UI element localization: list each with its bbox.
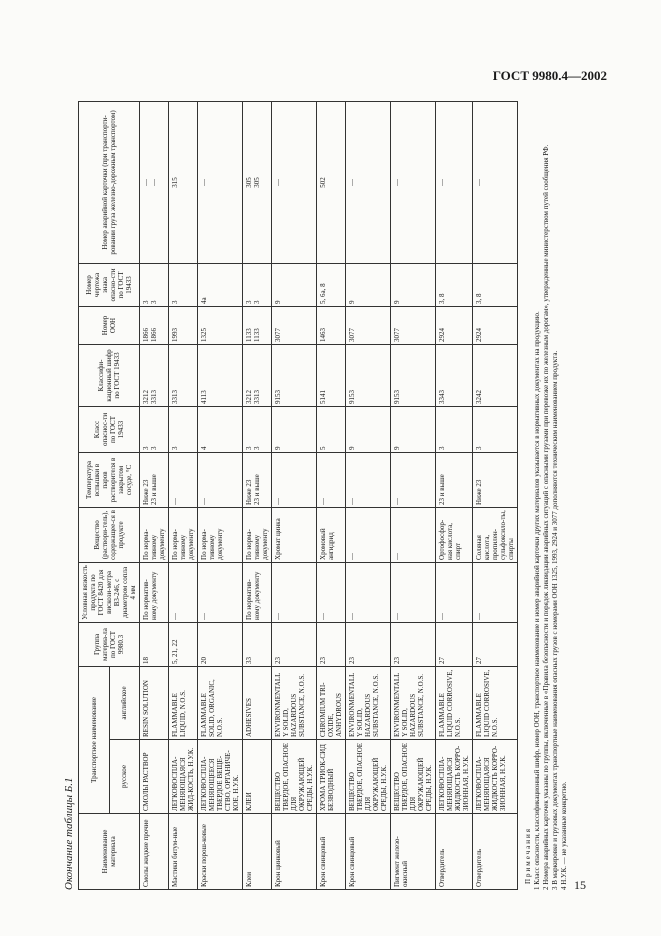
col-class-header: Класс опаснос-ти по ГОСТ 19433 (79, 406, 140, 452)
cell-group: 23 (346, 622, 391, 666)
cell-card: 305 305 (243, 101, 272, 263)
cell-class: 4 (198, 406, 243, 452)
table-row (317, 101, 346, 889)
cell-en: FLAMMABLE LIQUID, N.O.S. (169, 666, 198, 739)
note-1: 1 Класс опасности, классификационный шифр, номер ООН, транспортное наименование и номер аварийной карточки других материалов указывается в нормативных документах на продукцию. (533, 311, 541, 890)
cell-code: 4113 (198, 344, 243, 406)
cell-flash: 23 и выше (436, 452, 473, 507)
cell-name: Отвердитель (473, 814, 518, 890)
cell-group: 20 (198, 622, 243, 666)
cell-en: ENVIRONMENTALLY SOLID, HAZARDOUS SUBSTANCE, N.O.S. (346, 666, 391, 739)
table-row (391, 101, 436, 889)
table-row (198, 101, 243, 889)
cell-name: Отвердитель (436, 814, 473, 890)
cell-group: 18 (140, 622, 169, 666)
cell-ru: КЛЕИ (243, 740, 272, 814)
cell-en: CHROMIUM TRI-OXIDE, ANHYDROUS (317, 666, 346, 739)
cell-un: 1993 (169, 306, 198, 344)
page-number: 15 (574, 878, 586, 892)
cell-un: 1325 (198, 306, 243, 344)
cell-card: 315 (169, 101, 198, 263)
cell-un: 1866 1866 (140, 306, 169, 344)
note-2: 2 Номера аварийных карточек указаны по группы, включенные в «Правила безопасности и порядок ликвидации аварийных ситуаций с опасными грузами при перевозке их по железным дорогам», утвержденные министерством путей сообщения РФ. (542, 144, 550, 890)
cell-name: Клеи (243, 814, 272, 890)
cell-name: Пигмент железо-окисный (391, 814, 436, 890)
cell-substance: По норма-тивному документу (198, 507, 243, 562)
cell-class: 3 (436, 406, 473, 452)
cell-ru: ЛЕГКОВОСПЛА-МЕНЯЮЩАЯСЯ ЖИДКОСТЬ КОРРО-ЗИОННАЯ, Н.У.К. (473, 740, 518, 814)
cell-class: 9 (391, 406, 436, 452)
cell-en: FLAMMABLE LIQUID CORROSIVE, N.O.S. (436, 666, 473, 739)
hazard-table (78, 101, 518, 890)
cell-flash: Ниже 23 23 и выше (243, 452, 272, 507)
col-code-header: Классифи-кационный шифр по ГОСТ 19433 (79, 344, 140, 406)
cell-un: 1463 (317, 306, 346, 344)
cell-drawing: 3 (169, 263, 198, 306)
table-row (346, 101, 391, 889)
note-4: 4 Н.У.К. — не указанные конкретно. (560, 781, 568, 890)
cell-substance: — (346, 507, 391, 562)
cell-class: 5 (317, 406, 346, 452)
cell-conditions: По норматив-ному документу (140, 562, 169, 622)
cell-ru: ЛЕГКОВОСПЛА-МЕНЯЮЩАЯСЯ ЖИДКОСТЬ КОРРО-ЗИОННАЯ, Н.У.К. (436, 740, 473, 814)
cell-ru: ВЕЩЕСТВО ТВЕРДОЕ, ОПАСНОЕ ДЛЯ ОКРУЖАЮЩЕЙ СРЕДЫ, Н.У.К. (346, 740, 391, 814)
cell-name: Краски порош-ковые (198, 814, 243, 890)
cell-substance: Хромат цинка (272, 507, 317, 562)
cell-name: Крон цинковый (272, 814, 317, 890)
table-row (272, 101, 317, 889)
cell-conditions: — (169, 562, 198, 622)
cell-substance: По норма-тивному документу (169, 507, 198, 562)
cell-class: 3 3 (243, 406, 272, 452)
cell-drawing: 3, 8 (436, 263, 473, 306)
cell-flash: — (169, 452, 198, 507)
cell-drawing: 3 3 (243, 263, 272, 306)
cell-flash: — (317, 452, 346, 507)
cell-conditions: — (473, 562, 518, 622)
table-caption: Окончание таблицы Б.1 (63, 777, 75, 890)
cell-group: 23 (391, 622, 436, 666)
cell-card: — (473, 101, 518, 263)
cell-code: 3343 (436, 344, 473, 406)
cell-drawing: 4а (198, 263, 243, 306)
cell-group: 5, 21, 22 (169, 622, 198, 666)
cell-drawing: 3, 8 (473, 263, 518, 306)
cell-name: Смолы жидкие прочие (140, 814, 169, 890)
cell-en: ADHESIVES (243, 666, 272, 739)
cell-un: 2924 (473, 306, 518, 344)
cell-un: 3077 (346, 306, 391, 344)
cell-class: 9 (272, 406, 317, 452)
cell-ru: ВЕЩЕСТВО ТВЕРДОЕ, ОПАСНОЕ ДЛЯ ОКРУЖАЮЩЕЙ СРЕДЫ, Н.У.К. (272, 740, 317, 814)
cell-conditions: — (317, 562, 346, 622)
cell-un: 3077 (272, 306, 317, 344)
cell-group: 27 (473, 622, 518, 666)
cell-class: 3 3 (140, 406, 169, 452)
document-header: ГОСТ 9980.4—2002 (492, 68, 607, 83)
cell-substance: Хромовый ангидрид (317, 507, 346, 562)
table-notes (524, 102, 569, 890)
col-ru-header: русское (109, 740, 140, 814)
cell-name: Мастики битум-ные (169, 814, 198, 890)
cell-en: ENVIRONMENTALLY SOLID, HAZARDOUS SUBSTANCE, N.O.S. (391, 666, 436, 739)
cell-substance: — (391, 507, 436, 562)
cell-conditions: — (346, 562, 391, 622)
cell-group: 23 (272, 622, 317, 666)
cell-card: — (272, 101, 317, 263)
cell-card: — — (140, 101, 169, 263)
cell-group: 27 (436, 622, 473, 666)
cell-substance: По норма-тивному документу (243, 507, 272, 562)
cell-flash: Ниже 23 (473, 452, 518, 507)
cell-ru: ХРОМА ТРИОК-СИД БЕЗВОДНЫЙ (317, 740, 346, 814)
table-row (140, 101, 169, 889)
cell-code: 3212 3313 (243, 344, 272, 406)
cell-card: — (198, 101, 243, 263)
cell-class: 3 (169, 406, 198, 452)
col-group-header: Группа материа-ла по ГОСТ 9980.3 (79, 622, 140, 666)
col-substance-header: Вещество (раствори-тель), содержащее-ся в продукте (79, 507, 140, 562)
cell-flash: Ниже 23 23 и выше (140, 452, 169, 507)
cell-ru: ЛЕГКОВОСПЛА-МЕНЯЮЩАЯСЯ ЖИД-КОСТЬ, Н.У.К. (169, 740, 198, 814)
cell-code: 3212 3313 (140, 344, 169, 406)
cell-ru: СМОЛЫ РАСТВОР (140, 740, 169, 814)
table-row (436, 101, 473, 889)
col-conditions-header: Условная вязкость продукта по ГОСТ 8420 для вискози-метра В3-246, с диаметром сопла 4 мм (79, 562, 140, 622)
table-row (169, 101, 198, 889)
cell-en: FLAMMABLE LIQUID CORROSIVE, N.O.S. (473, 666, 518, 739)
cell-code: 9153 (272, 344, 317, 406)
col-name-header: Наименование материала (79, 814, 140, 890)
cell-conditions: — (391, 562, 436, 622)
cell-conditions: — (272, 562, 317, 622)
cell-flash: — (198, 452, 243, 507)
cell-drawing: 3 3 (140, 263, 169, 306)
cell-drawing: 9 (272, 263, 317, 306)
col-card-header: Номер аварийной карточки (при транспорти-ровании груза железно-дорожным транспортом) (79, 101, 140, 263)
cell-name: Крон свинцовый (317, 814, 346, 890)
col-transport-header: Транспортное наименование (79, 666, 110, 813)
cell-substance: Соляная кислота, пропилен-сульфоксило-ты, спирты (473, 507, 518, 562)
col-en-header: английское (109, 666, 140, 739)
cell-card: — (391, 101, 436, 263)
cell-code: 3313 (169, 344, 198, 406)
table-row (243, 101, 272, 889)
cell-substance: Ортофосфор-ная кислота, спирт (436, 507, 473, 562)
cell-ru: ЛЕГКОВОСПЛА-МЕНЯЮЩЕЕСЯ ТВЕРДОЕ ВЕЩЕ-СТВО, ОРГАНИЧЕ-КОЕ, Н.У.К. (198, 740, 243, 814)
cell-un: 3077 (391, 306, 436, 344)
cell-code: 9153 (346, 344, 391, 406)
col-un-header: Номер ООН (79, 306, 140, 344)
cell-ru: ВЕЩЕСТВО ТВЕРДОЕ, ОПАСНОЕ ДЛЯ ОКРУЖАЮЩЕЙ СРЕДЫ, Н.У.К. (391, 740, 436, 814)
notes-title: Примечания (524, 826, 532, 884)
cell-group: 33 (243, 622, 272, 666)
cell-drawing: 9 (346, 263, 391, 306)
cell-en: RESIN SOLUTION (140, 666, 169, 739)
cell-drawing: 9 (391, 263, 436, 306)
cell-conditions: По норматив-ному документу (243, 562, 272, 622)
cell-name: Крон свинцовый (346, 814, 391, 890)
cell-en: FLAMMABLE SOLID, ORGANIC, N.O.S. (198, 666, 243, 739)
table-row (473, 101, 518, 889)
cell-class: 9 (346, 406, 391, 452)
rotated-table-block (62, 102, 620, 890)
cell-en: ENVIRONMENTALLY SOLID, HAZARDOUS SUBSTANCE, N.O.S. (272, 666, 317, 739)
cell-drawing: 5, 6а, 8 (317, 263, 346, 306)
cell-un: 1133 1133 (243, 306, 272, 344)
cell-group: 23 (317, 622, 346, 666)
note-3: 3 В маркировке и грузовых документах транспортные наименования опасных грузов с номерами ООН 1325, 1993, 2924 и 3077 дополняются техническим наименованием продукта. (551, 350, 559, 890)
cell-card: — (436, 101, 473, 263)
cell-code: 3242 (473, 344, 518, 406)
col-flash-header: Температура вспышки в паров растворителя в закрытом сосуде, °С (79, 452, 140, 507)
cell-flash: — (391, 452, 436, 507)
cell-card: 502 (317, 101, 346, 263)
cell-conditions: — (436, 562, 473, 622)
col-drawing-header: Номер чертежа знака опасно-сти по ГОСТ 19433 (79, 263, 140, 306)
cell-code: 5141 (317, 344, 346, 406)
cell-conditions: — (198, 562, 243, 622)
cell-code: 9153 (391, 344, 436, 406)
cell-class: 3 (473, 406, 518, 452)
cell-substance: По норма-тивному документу (140, 507, 169, 562)
cell-flash: — (272, 452, 317, 507)
cell-flash: — (346, 452, 391, 507)
cell-un: 2924 (436, 306, 473, 344)
cell-card: — (346, 101, 391, 263)
